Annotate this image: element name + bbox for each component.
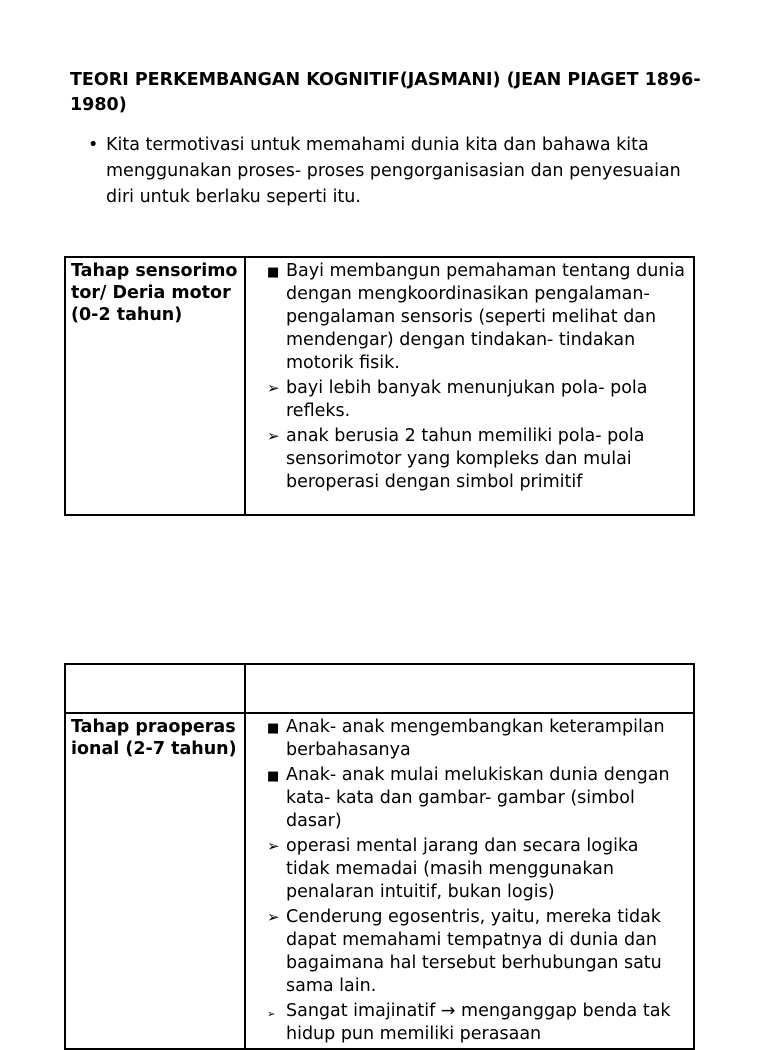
square-bullet-icon: ■ bbox=[267, 265, 280, 280]
list-item bbox=[267, 835, 687, 904]
square-bullet-icon: ■ bbox=[267, 721, 280, 736]
point-text: Sangat imajinatif → menganggap benda tak hidup pun memiliki perasaan bbox=[286, 1001, 671, 1044]
arrow-bullet-icon: ➢ bbox=[267, 908, 280, 926]
stage-label-cell bbox=[65, 257, 245, 515]
intro-list bbox=[88, 132, 708, 210]
square-bullet-icon: ■ bbox=[267, 769, 280, 784]
list-item bbox=[267, 764, 687, 833]
arrow-bullet-icon: ➢ bbox=[267, 1009, 276, 1020]
empty-cell bbox=[245, 664, 694, 713]
arrow-bullet-icon: ➢ bbox=[267, 427, 280, 445]
document-title: TEORI PERKEMBANGAN KOGNITIF(JASMANI) (JEAN PIAGET 1896-1980) bbox=[70, 70, 701, 115]
table-row bbox=[65, 713, 694, 1049]
point-list bbox=[267, 260, 687, 494]
arrow-bullet-icon: ➢ bbox=[267, 837, 280, 855]
stage-table-sensorimotor bbox=[64, 256, 695, 516]
point-text: operasi mental jarang dan secara logika tidak memadai (masih menggunakan penalaran intuitif, bukan logis) bbox=[286, 836, 639, 902]
stage-label: Tahap praoperasional (2-7 tahun) bbox=[71, 717, 237, 759]
stage-label-cell bbox=[65, 713, 245, 1049]
point-text: anak berusia 2 tahun memiliki pola- pola sensorimotor yang kompleks dan mulai beroperasi dengan simbol primitif bbox=[286, 426, 645, 492]
point-text: bayi lebih banyak menunjukan pola- pola refleks. bbox=[286, 378, 648, 421]
stage-description-cell bbox=[245, 257, 694, 515]
intro-text: Kita termotivasi untuk memahami dunia kita dan bahawa kita menggunakan proses- proses pengorganisasian dan penyesuaian diri untuk berlaku seperti itu. bbox=[106, 135, 681, 207]
stage-label: Tahap sensorimotor/ Deria motor (0-2 tahun) bbox=[71, 261, 238, 325]
arrow-bullet-icon: ➢ bbox=[267, 379, 280, 397]
list-item bbox=[267, 377, 687, 423]
table-row bbox=[65, 664, 694, 713]
point-text: Bayi membangun pemahaman tentang dunia dengan mengkoordinasikan pengalaman- pengalaman sensoris (seperti melihat dan mendengar) dengan tindakan- tindakan motorik fisik. bbox=[286, 261, 685, 373]
point-text: Cenderung egosentris, yaitu, mereka tidak dapat memahami tempatnya di dunia dan bagaimana hal tersebut berhubungan satu sama lain. bbox=[286, 907, 662, 996]
intro-item bbox=[88, 132, 708, 210]
list-item bbox=[267, 906, 687, 998]
stage-description-cell bbox=[245, 713, 694, 1049]
point-text: Anak- anak mulai melukiskan dunia dengan kata- kata dan gambar- gambar (simbol dasar) bbox=[286, 765, 670, 831]
empty-cell bbox=[65, 664, 245, 713]
list-item bbox=[267, 425, 687, 494]
list-item bbox=[267, 716, 687, 762]
list-item bbox=[267, 1000, 687, 1046]
list-item bbox=[267, 260, 687, 375]
bullet-icon: • bbox=[88, 135, 99, 155]
point-list bbox=[267, 716, 687, 1046]
table-row bbox=[65, 257, 694, 515]
stage-table-praoperasional bbox=[64, 663, 695, 1050]
point-text: Anak- anak mengembangkan keterampilan berbahasanya bbox=[286, 717, 665, 760]
